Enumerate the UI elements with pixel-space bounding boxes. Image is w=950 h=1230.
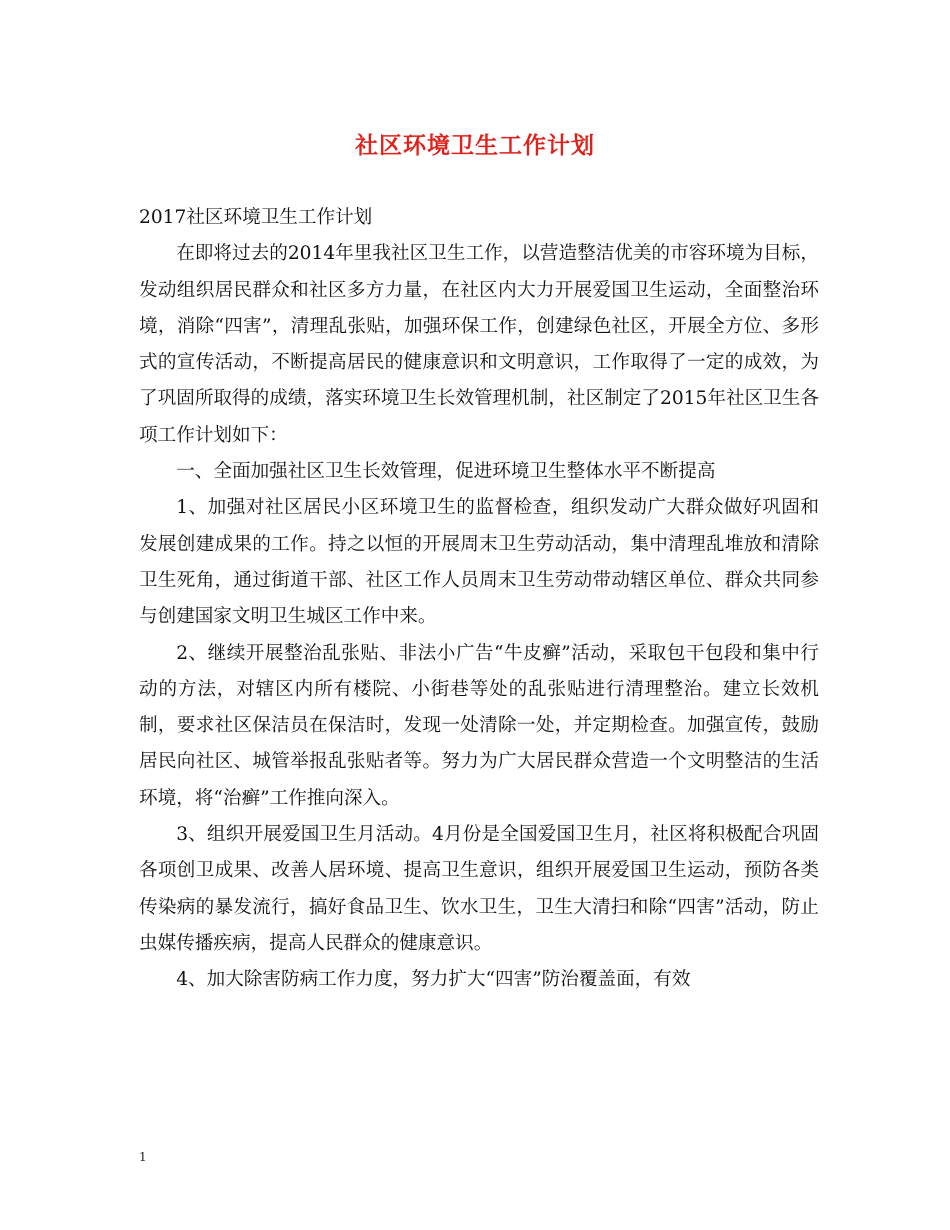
section-heading: 一、全面加强社区卫生长效管理，促进环境卫生整体水平不断提高 xyxy=(176,461,716,483)
document-body xyxy=(139,200,819,999)
paragraph-item-3: 3、组织开展爱国卫生月活动。4月份是全国爱国卫生月，社区将积极配合巩固各项创卫成果、改善人居环境、提高卫生意识，组织开展爱国卫生运动，预防各类传染病的暴发流行，搞好食品卫生、饮水卫生，卫生大清扫和除“四害”活动，防止虫媒传播疾病，提高人民群众的健康意识。 xyxy=(139,824,819,954)
paragraph-item-2: 2、继续开展整治乱张贴、非法小广告“牛皮癣”活动，采取包干包段和集中行动的方法，对辖区内所有楼院、小街巷等处的乱张贴进行清理整治。建立长效机制，要求社区保洁员在保洁时，发现一处清除一处，并定期检查。加强宣传，鼓励居民向社区、城管举报乱张贴者等。努力为广大居民群众营造一个文明整洁的生活环境，将“治癣”工作推向深入。 xyxy=(139,642,819,809)
page-number: 1 xyxy=(139,1150,147,1164)
paragraph-item-1: 1、加强对社区居民小区环境卫生的监督检查，组织发动广大群众做好巩固和发展创建成果的工作。持之以恒的开展周末卫生劳动活动，集中清理乱堆放和清除卫生死角，通过街道干部、社区工作人员周末卫生劳动带动辖区单位、群众共同参与创建国家文明卫生城区工作中来。 xyxy=(139,497,819,628)
document-title: 社区环境卫生工作计划 xyxy=(355,132,595,159)
paragraph-item-4: 4、加大除害防病工作力度，努力扩大“四害”防治覆盖面，有效 xyxy=(176,969,691,991)
intro-paragraph: 在即将过去的2014年里我社区卫生工作，以营造整洁优美的市容环境为目标，发动组织居民群众和社区多方力量，在社区内大力开展爱国卫生运动，全面整治环境，消除“四害”，清理乱张贴，加强环保工作，创建绿色社区，开展全方位、多形式的宣传活动，不断提高居民的健康意识和文明意识，工作取得了一定的成效，为了巩固所取得的成绩，落实环境卫生长效管理机制，社区制定了2015年社区卫生各项工作计划如下： xyxy=(139,243,819,446)
subtitle-line: 2017社区环境卫生工作计划 xyxy=(139,207,373,228)
